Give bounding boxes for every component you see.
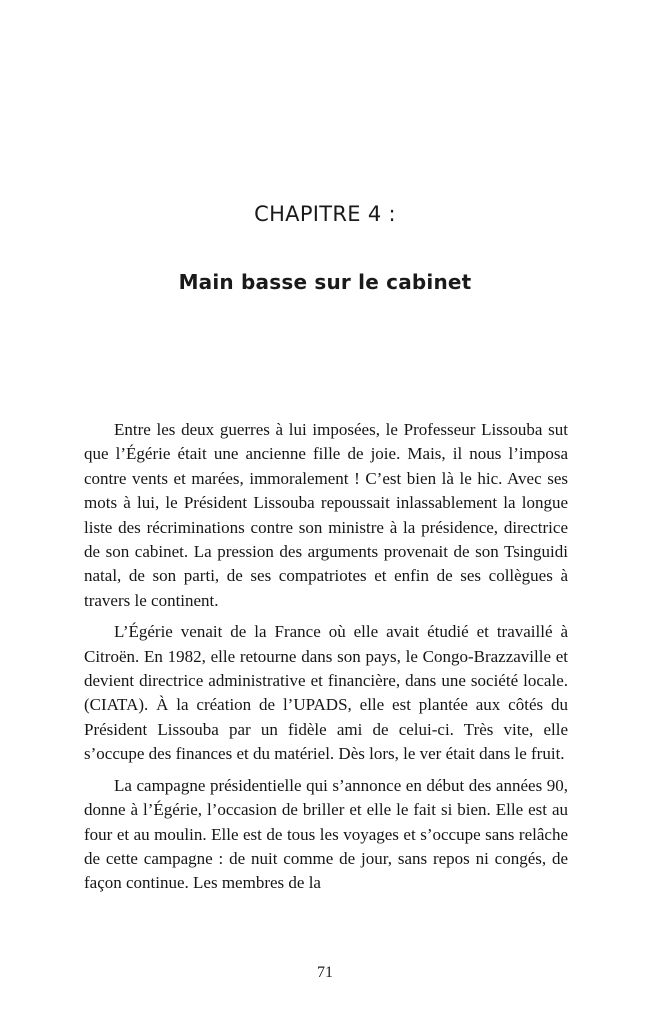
chapter-label: CHAPITRE 4 : xyxy=(254,202,396,226)
chapter-title: Main basse sur le cabinet xyxy=(178,270,472,294)
page-number: 71 xyxy=(317,964,333,981)
paragraph: Entre les deux guerres à lui imposées, le Professeur Lissouba sut que l’Égérie était une ancienne fille de joie. Mais, il nous l’imposa contre vents et marées, immoralement ! C’est bien là le hic. Avec ses mots à lui, le Président Lissouba repoussait inlassablement la longue liste des récriminations contre son ministre à la présidence, directrice de son cabinet. La pression des arguments provenait de son Tsinguidi natal, de son parti, de ses compatriotes et enfin de ses collègues à travers le continent. xyxy=(84,420,568,610)
body-text xyxy=(84,418,568,903)
paragraph: La campagne présidentielle qui s’annonce en début des années 90, donne à l’Égérie, l’occasion de briller et elle le fait si bien. Elle est au four et au moulin. Elle est de tous les voyages et s’occupe sans relâche de cette campagne : de nuit comme de jour, sans repos ni congés, de façon continue. Les membres de la xyxy=(84,775,568,893)
paragraph: L’Égérie venait de la France où elle avait étudié et travaillé à Citroën. En 1982, elle retourne dans son pays, le Congo-Brazzaville et devient directrice administrative et financière, dans une société locale. (CIATA). À la création de l’UPADS, elle est plantée aux côtés du Président Lissouba par un fidèle ami de celui-ci. Très vite, elle s’occupe des finances et du matériel. Dès lors, le ver était dans le fruit. xyxy=(84,622,568,764)
